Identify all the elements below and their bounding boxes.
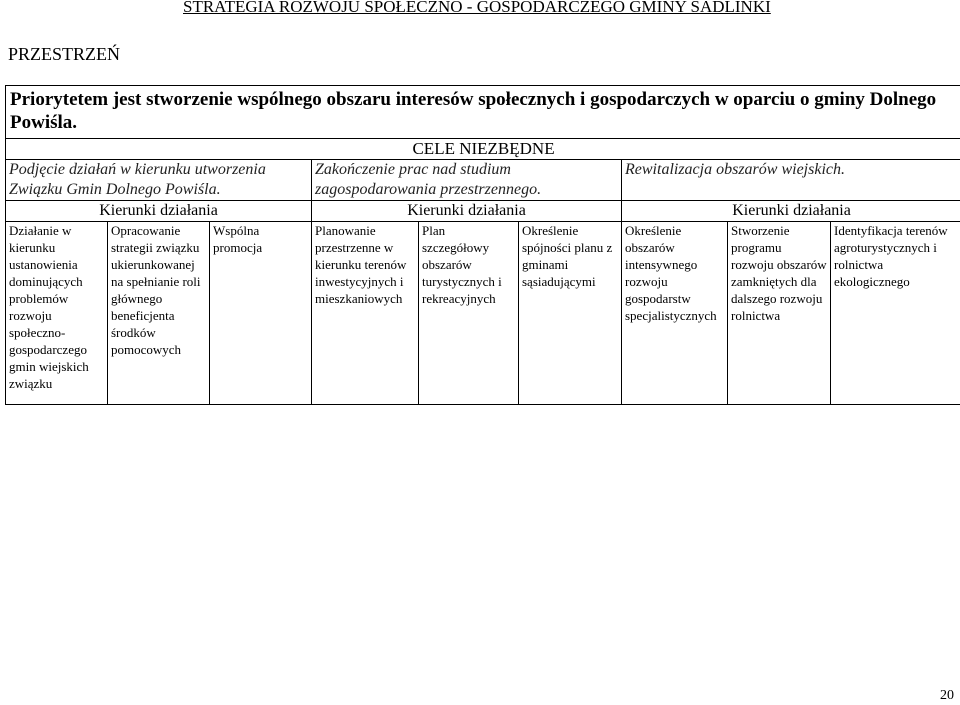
action-cell: Planowanie przestrzenne w kierunku terenów inwestycyjnych i mieszkaniowych: [312, 222, 419, 405]
action-cell: Identyfikacja terenów agroturystycznych i rolnictwa ekologicznego: [831, 222, 960, 405]
action-cell: Opracowanie strategii związku ukierunkowanej na spełnianie roli głównego beneficjenta środków pomocowych: [108, 222, 210, 405]
page-number: 20: [940, 688, 954, 703]
strategy-table: [5, 85, 960, 405]
action-cell: Działanie w kierunku ustanowienia dominujących problemów rozwoju społeczno-gospodarczego gmin wiejskich związku: [6, 222, 108, 405]
goal-cell: Rewitalizacja obszarów wiejskich.: [622, 160, 960, 201]
kierunki-header: Kierunki działania: [312, 201, 622, 222]
section-heading: PRZESTRZEŃ: [8, 44, 121, 64]
action-cell: Wspólna promocja: [210, 222, 312, 405]
priority-cell: Priorytetem jest stworzenie wspólnego obszaru interesów społecznych i gospodarczych w oparciu o gminy Dolnego Powiśla.: [6, 86, 960, 139]
goal-cell: Podjęcie działań w kierunku utworzenia Związku Gmin Dolnego Powiśla.: [6, 160, 312, 201]
cele-header: CELE NIEZBĘDNE: [6, 139, 960, 160]
action-cell: Określenie spójności planu z gminami sąsiadującymi: [519, 222, 622, 405]
action-cell: Określenie obszarów intensywnego rozwoju gospodarstw specjalistycznych: [622, 222, 728, 405]
document-title: STRATEGIA ROZWOJU SPOŁECZNO - GOSPODARCZEGO GMINY SADLINKI: [183, 0, 771, 16]
kierunki-header: Kierunki działania: [622, 201, 960, 222]
action-cell: Plan szczegółowy obszarów turystycznych i rekreacyjnych: [419, 222, 519, 405]
action-cell: Stworzenie programu rozwoju obszarów zamkniętych dla dalszego rozwoju rolnictwa: [728, 222, 831, 405]
goal-cell: Zakończenie prac nad studium zagospodarowania przestrzennego.: [312, 160, 622, 201]
kierunki-header: Kierunki działania: [6, 201, 312, 222]
